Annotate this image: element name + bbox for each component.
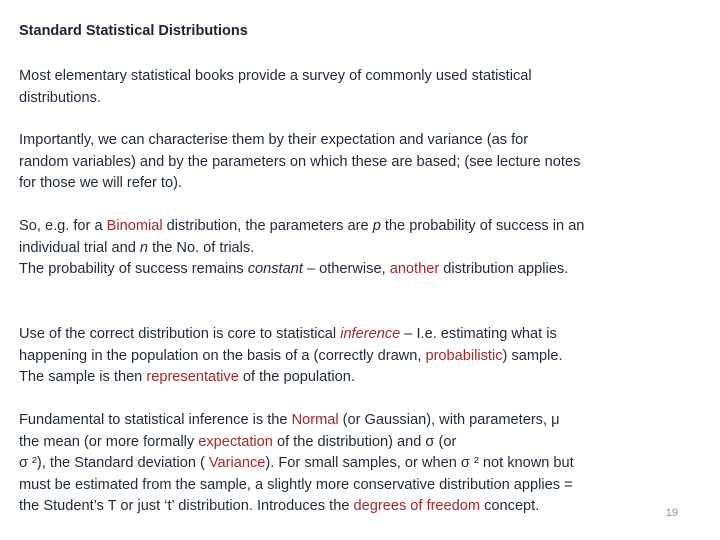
text-line (19, 432, 679, 454)
text-line (19, 410, 679, 432)
highlight-representative: representative (146, 369, 239, 385)
highlight-binomial: Binomial (106, 218, 163, 234)
paragraph-binomial (19, 216, 679, 281)
text-line (19, 238, 679, 260)
text-line (19, 453, 679, 475)
text-run: – otherwise, (302, 261, 390, 277)
highlight-another: another (389, 261, 440, 277)
variable-p: p (372, 218, 381, 234)
text-run: the Student’s T or just ‘t’ distribution. Introduces the (19, 498, 354, 514)
text-run: ) sample. (502, 347, 563, 364)
text-run: The sample is then (19, 369, 147, 385)
text-line: distributions. (19, 89, 101, 106)
text-line: must be estimated from the sample, a slightly more conservative distribution applies = (19, 476, 573, 493)
text-run: – I.e. estimating what is (400, 326, 557, 342)
slide-title: Standard Statistical Distributions (19, 23, 248, 39)
text-line (19, 216, 679, 238)
text-run: distribution applies. (439, 261, 569, 277)
text-run: of the distribution) and σ (or (272, 433, 457, 450)
text-run: distribution, the parameters are (162, 218, 373, 234)
variable-n: n (139, 239, 149, 256)
text-run: (or Gaussian), with parameters, μ (338, 412, 560, 428)
highlight-expectation: expectation (198, 433, 273, 450)
text-run: Fundamental to statistical inference is the (19, 412, 292, 428)
paragraph-inference (19, 324, 679, 389)
paragraph-intro (19, 66, 679, 109)
text-run: Use of the correct distribution is core to statistical (19, 326, 341, 342)
highlight-probabilistic: probabilistic (425, 347, 503, 364)
text-line: for those we will refer to). (19, 175, 183, 191)
highlight-inference: inference (340, 326, 401, 342)
text-line: Most elementary statistical books provide a survey of commonly used statistical (19, 68, 532, 84)
highlight-normal: Normal (291, 412, 339, 428)
text-run: concept. (480, 498, 540, 514)
text-run: So, e.g. for a (19, 218, 107, 234)
text-run: the No. of trials. (148, 239, 255, 256)
text-run: ). For small samples, or when σ ² not known but (265, 455, 574, 471)
text-run: The probability of success remains (19, 261, 248, 277)
paragraph-normal (19, 410, 679, 518)
text-line (19, 259, 679, 281)
highlight-degrees-of-freedom: degrees of freedom (353, 498, 481, 514)
page-number: 19 (665, 507, 678, 519)
paragraph-characterise (19, 130, 679, 195)
text-line (19, 324, 679, 346)
text-run: of the population. (238, 369, 355, 385)
text-run: σ ²), the Standard deviation ( (19, 455, 209, 471)
text-line: random variables) and by the parameters on which these are based; (see lecture notes (19, 153, 581, 170)
highlight-variance: Variance (208, 455, 266, 471)
text-line (19, 346, 679, 368)
text-line (19, 367, 679, 389)
text-run: happening in the population on the basis of a (correctly drawn, (19, 347, 426, 364)
text-run: individual trial and (19, 239, 140, 256)
text-line (19, 496, 679, 518)
text-line: Importantly, we can characterise them by their expectation and variance (as for (19, 132, 529, 148)
text-run: the mean (or more formally (19, 433, 199, 450)
emphasis-constant: constant (247, 261, 303, 277)
text-run: the probability of success in an (380, 218, 585, 234)
